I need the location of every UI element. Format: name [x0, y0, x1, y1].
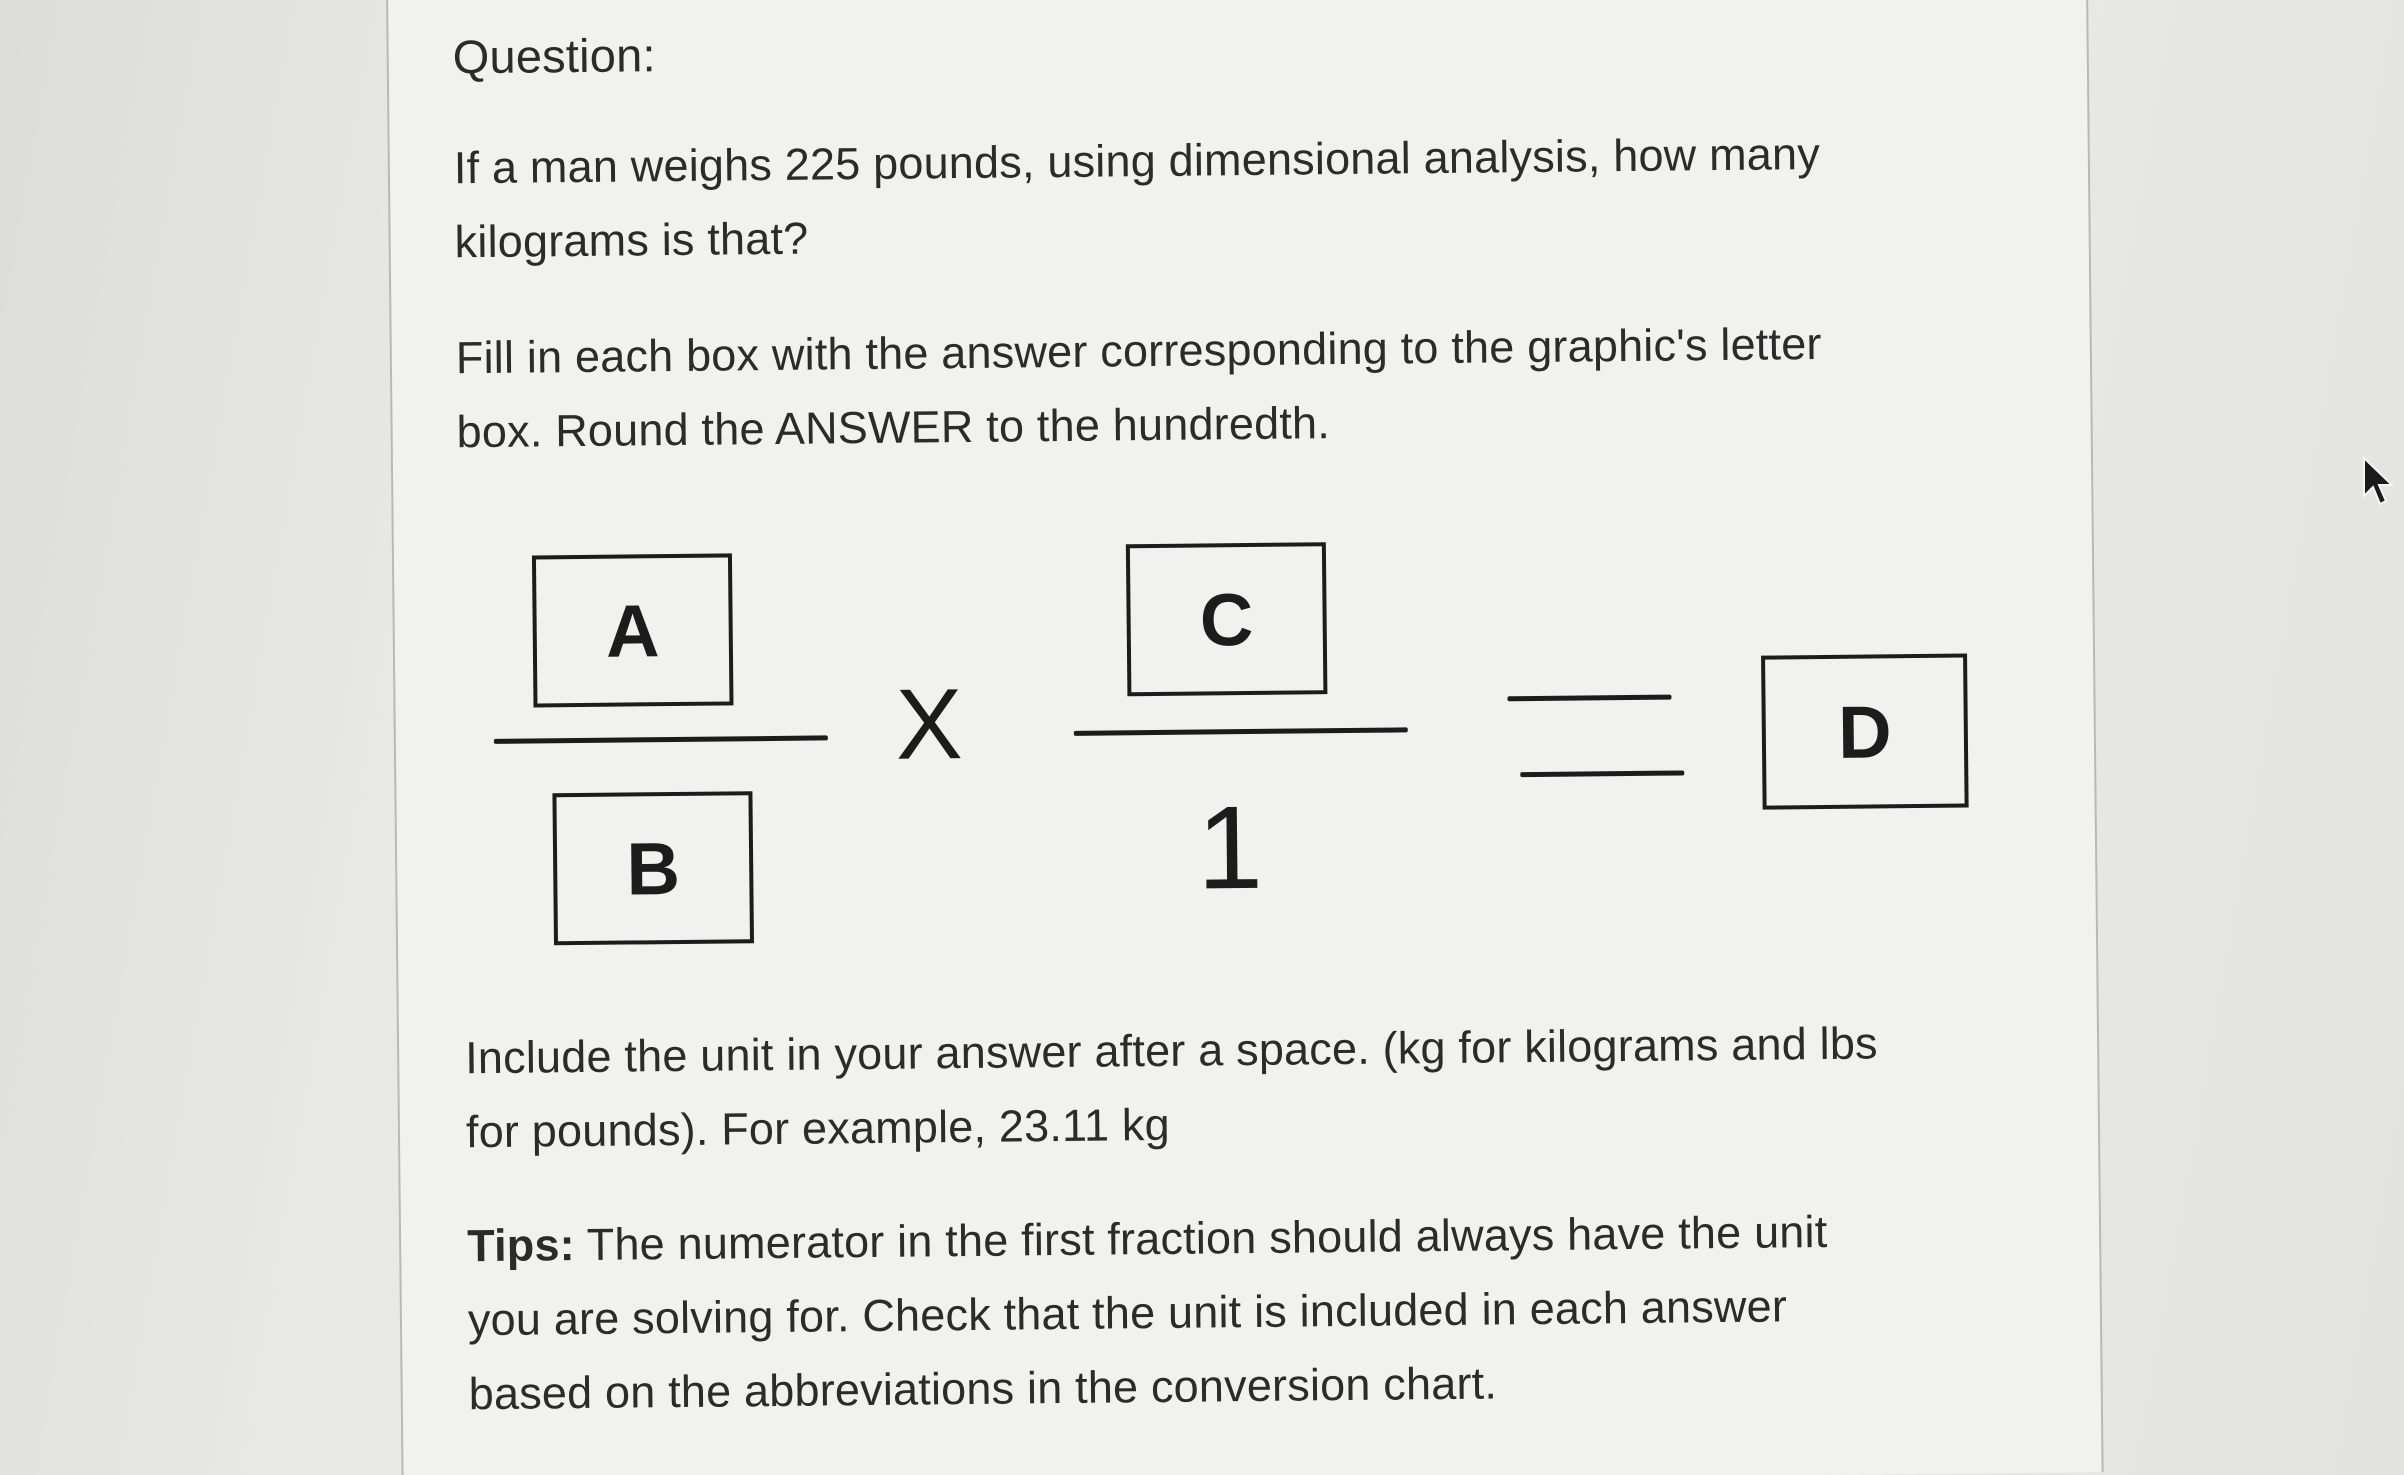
fraction-bar-2: [1074, 727, 1408, 735]
mouse-pointer-icon: [2362, 456, 2396, 508]
tips-line-3: based on the abbreviations in the conversion chart.: [468, 1357, 1498, 1420]
question-panel: [386, 0, 2104, 1475]
unit-note-line-1: Include the unit in your answer after a space. (kg for kilograms and lbs: [464, 1017, 1878, 1084]
tips-line-1: [467, 1205, 1828, 1273]
tips-label: Tips:: [466, 1219, 576, 1272]
instruction-line-1: Fill in each box with the answer corresponding to the graphic's letter: [455, 317, 1822, 384]
box-d[interactable]: D: [1761, 653, 1969, 809]
question-heading: Question:: [452, 28, 656, 84]
equals-bar-top: [1507, 695, 1671, 702]
unit-note-line-2: for pounds). For example, 23.11 kg: [465, 1098, 1171, 1158]
multiply-symbol: X: [895, 668, 964, 781]
question-prompt-line-1: If a man weighs 225 pounds, using dimensional analysis, how many: [453, 127, 1821, 194]
box-c[interactable]: C: [1126, 542, 1328, 696]
denominator-one: 1: [1196, 781, 1264, 915]
question-prompt-line-2: kilograms is that?: [454, 212, 809, 268]
tips-line-2: you are solving for. Check that the unit is included in each answer: [467, 1280, 1788, 1346]
box-b[interactable]: B: [552, 791, 754, 945]
fraction-bar-1: [494, 735, 828, 743]
tips-line-1-text: The numerator in the first fraction should always have the unit: [574, 1205, 1828, 1271]
equals-bar-bottom: [1520, 770, 1684, 777]
box-a[interactable]: A: [532, 553, 734, 707]
instruction-line-2: box. Round the ANSWER to the hundredth.: [456, 397, 1331, 458]
